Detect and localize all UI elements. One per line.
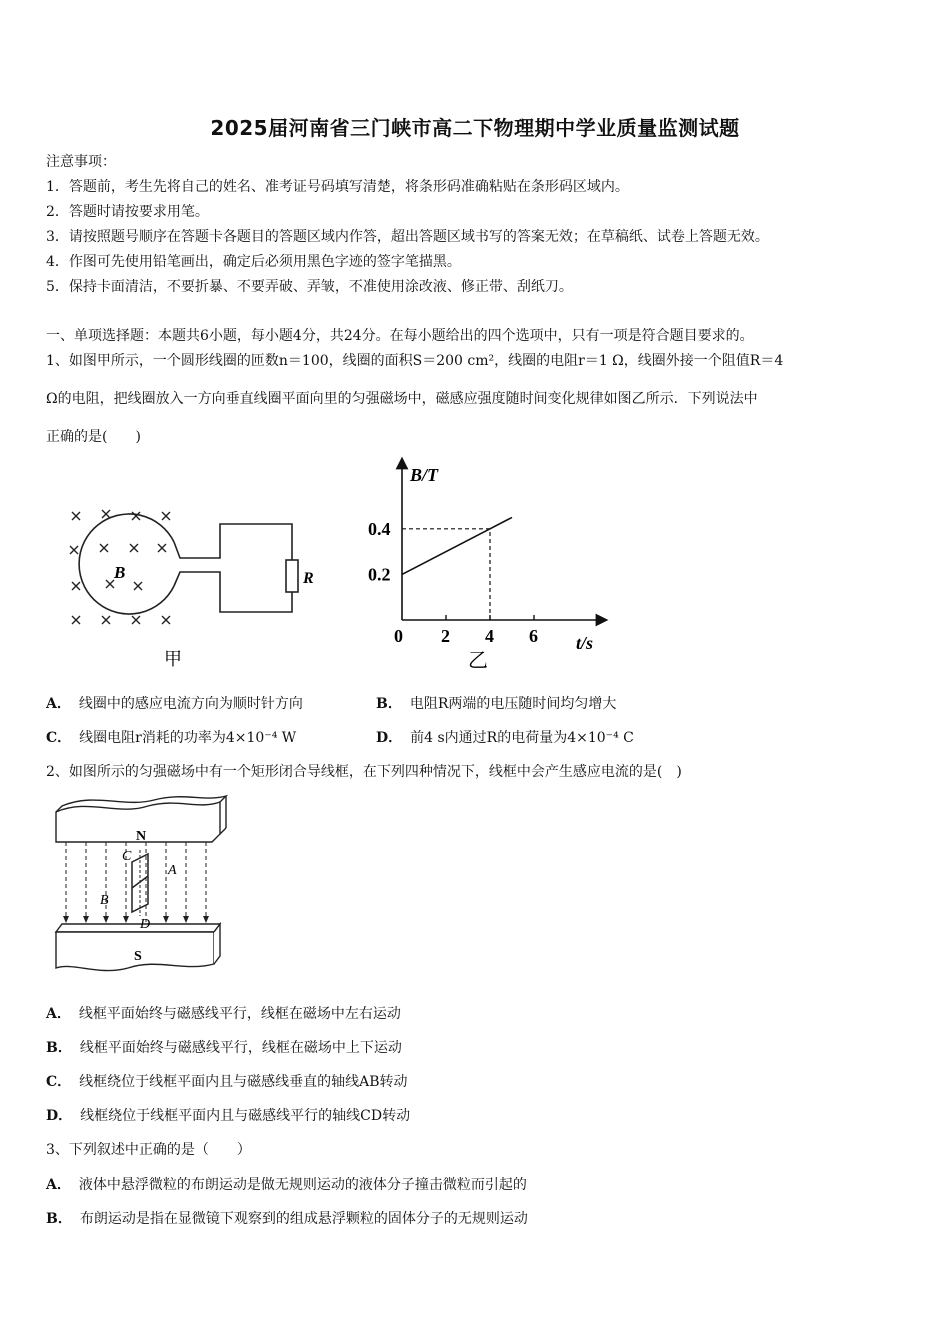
resistor-label: R: [303, 570, 314, 587]
q2-option-d[interactable]: D． 线框绕位于线框平面内且与磁感线平行的轴线CD转动: [46, 1108, 411, 1124]
q1-figure-yi: [360, 455, 620, 675]
frame-label-c: C: [122, 849, 132, 864]
q2-stem: 2、如图所示的匀强磁场中有一个矩形闭合导线框，在下列四种情况下，线框中会产生感应电流的是( ): [46, 764, 682, 780]
resistor: [286, 560, 298, 592]
chart-x-tick-label: 2: [441, 626, 450, 646]
notice-item-3: 3．请按照题号顺序在答题卡各题目的答题区域内作答，超出答题区域书写的答案无效；在草稿纸、试卷上答题无效。: [46, 229, 769, 245]
south-label: S: [134, 949, 142, 964]
coil-circuit-diagram: [60, 500, 340, 680]
frame-label-b: B: [100, 893, 109, 908]
q3-option-a[interactable]: A． 液体中悬浮微粒的布朗运动是做无规则运动的液体分子撞击微粒而引起的: [46, 1177, 527, 1193]
field-label-b: B: [114, 563, 126, 582]
q1-option-d[interactable]: D． 前4 s内通过R的电荷量为4×10⁻⁴ C: [376, 730, 634, 746]
notice-item-4: 4．作图可先使用铅笔画出，确定后必须用黑色字迹的签字笔描黑。: [46, 254, 461, 270]
chart-x-tick-label: 6: [529, 626, 538, 646]
q1-stem-line-2: Ω的电阻，把线圈放入一方向垂直线圈平面向里的匀强磁场中，磁感应强度随时间变化规律如图乙所示．下列说法中: [46, 391, 758, 407]
q1-option-b[interactable]: B． 电阻R两端的电压随时间均匀增大: [376, 696, 617, 712]
q2-figure: [48, 792, 228, 982]
section-heading: 一、单项选择题：本题共6小题，每小题4分，共24分。在每小题给出的四个选项中，只有一项是符合题目要求的。: [46, 328, 754, 344]
chart-ylabel: B/T: [410, 465, 439, 485]
q2-option-c[interactable]: C． 线框绕位于线框平面内且与磁感线垂直的轴线AB转动: [46, 1074, 408, 1090]
q3-stem: 3、下列叙述中正确的是（ ）: [46, 1142, 251, 1158]
field-arrows: [63, 916, 209, 923]
notice-item-2: 2．答题时请按要求用笔。: [46, 204, 209, 220]
wire-top: [174, 524, 292, 560]
chart-y-tick-label: 0.2: [368, 564, 391, 585]
frame-label-a: A: [168, 863, 177, 878]
q3-option-b[interactable]: B． 布朗运动是指在显微镜下观察到的组成悬浮颗粒的固体分子的无规则运动: [46, 1211, 528, 1227]
chart-x-tick-label: 0: [394, 626, 403, 646]
chart-xlabel: t/s: [576, 633, 594, 653]
q2-option-b[interactable]: B． 线框平面始终与磁感线平行，线框在磁场中上下运动: [46, 1040, 402, 1056]
q1-stem-line-3: 正确的是( ): [46, 429, 141, 445]
q2-option-a[interactable]: A． 线框平面始终与磁感线平行，线框在磁场中左右运动: [46, 1006, 401, 1022]
notice-item-5: 5．保持卡面清洁，不要折暴、不要弄破、弄皱，不准使用涂改液、修正带、刮纸刀。: [46, 279, 573, 295]
chart-x-tick-label: 4: [485, 626, 494, 646]
magnet-frame-diagram: [48, 792, 228, 982]
south-pole-top: [56, 924, 220, 932]
q1-figure-jia: [60, 500, 340, 680]
q1-option-a[interactable]: A． 线圈中的感应电流方向为顺时针方向: [46, 696, 303, 712]
chart-series-line: [402, 517, 512, 574]
b-t-chart: [360, 455, 620, 675]
frame-label-d: D: [140, 917, 151, 932]
notice-item-1: 1．答题前，考生先将自己的姓名、准考证号码填写清楚，将条形码准确粘贴在条形码区域内。: [46, 179, 629, 195]
q1-stem-line-1: 1、如图甲所示，一个圆形线圈的匝数n＝100，线圈的面积S＝200 cm²，线圈的电阻r＝1 Ω，线圈外接一个阻值R＝4: [46, 353, 784, 369]
notice-heading: 注意事项：: [46, 154, 116, 170]
north-label: N: [136, 829, 147, 844]
figure-caption-yi: 乙: [468, 650, 488, 672]
figure-caption-jia: 甲: [164, 649, 182, 669]
page-title: 2025届河南省三门峡市高二下物理期中学业质量监测试题: [210, 116, 740, 140]
wire-bottom: [174, 572, 292, 612]
chart-y-tick-label: 0.4: [368, 518, 391, 539]
coil-circle: [79, 514, 174, 614]
q1-option-c[interactable]: C． 线圈电阻r消耗的功率为4×10⁻⁴ W: [46, 730, 297, 746]
